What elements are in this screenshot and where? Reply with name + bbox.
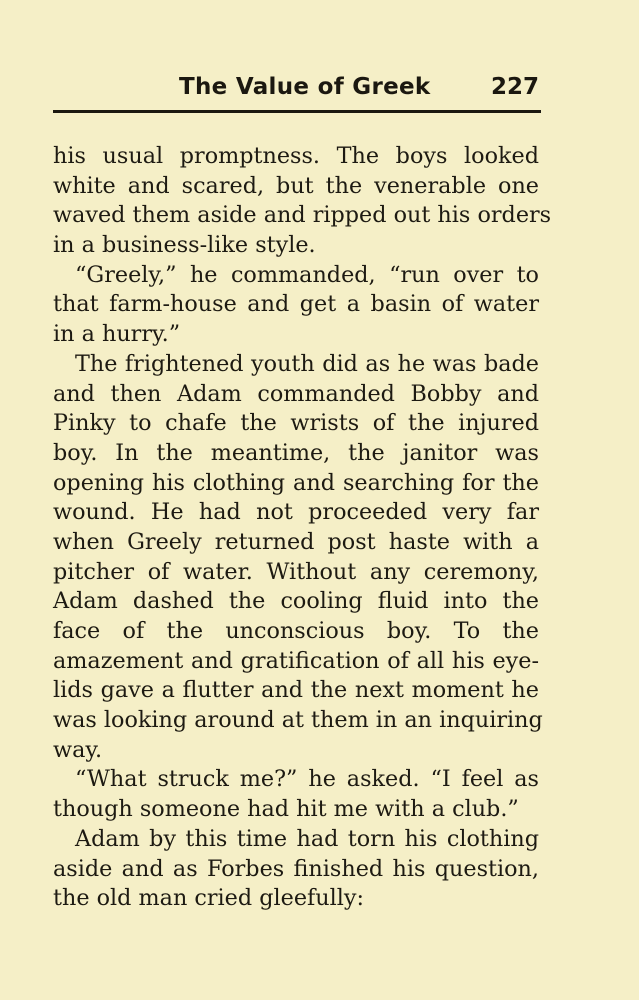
text-line: was looking around at them in an inquiring [53, 707, 543, 734]
text-line: face of the unconscious boy. To the [53, 618, 539, 644]
text-line: his usual promptness. The boys looked [53, 143, 539, 169]
body-text [53, 142, 552, 914]
text-line: in a hurry.” [53, 321, 181, 348]
paragraph [53, 261, 539, 350]
text-line: that farm-house and get a basin of water [53, 291, 539, 318]
text-line: The frightened youth did as he was bade [75, 350, 539, 377]
paragraph [53, 350, 543, 766]
page-number: 227 [490, 74, 539, 100]
text-line: Adam by this time had torn his clothing [75, 825, 539, 852]
text-line: Adam dashed the cooling fluid into the [53, 588, 539, 615]
running-title: The Value of Greek [179, 74, 431, 100]
running-header [53, 74, 541, 110]
text-line: aside and as Forbes finished his question, [53, 855, 539, 882]
text-line: wound. He had not proceeded very far [53, 499, 539, 526]
text-line: opening his clothing and searching for the [53, 469, 539, 496]
text-line: in a business-like style. [53, 232, 316, 259]
paragraph [53, 142, 552, 261]
text-line: “Greely,” he commanded, “run over to [75, 261, 539, 288]
text-line: pitcher of water. Without any ceremony, [53, 558, 539, 585]
text-line: amazement and gratification of all his eye- [53, 647, 539, 674]
paragraph [53, 825, 539, 914]
header-rule [53, 110, 541, 113]
text-line: when Greely returned post haste with a [53, 528, 539, 555]
text-line: the old man cried gleefully: [53, 885, 365, 912]
text-line: “What struck me?” he asked. “I feel as [75, 766, 539, 793]
text-line: and then Adam commanded Bobby and [53, 380, 539, 407]
text-line: though someone had hit me with a club.” [53, 796, 519, 823]
text-line: way. [53, 736, 103, 763]
text-line: lids gave a flutter and the next moment he [53, 677, 539, 704]
paragraph [53, 765, 539, 824]
text-line: white and scared, but the venerable one [53, 172, 539, 199]
text-line: waved them aside and ripped out his orders [53, 202, 552, 229]
text-line: Pinky to chafe the wrists of the injured [53, 410, 539, 437]
text-line: boy. In the meantime, the janitor was [53, 439, 539, 466]
